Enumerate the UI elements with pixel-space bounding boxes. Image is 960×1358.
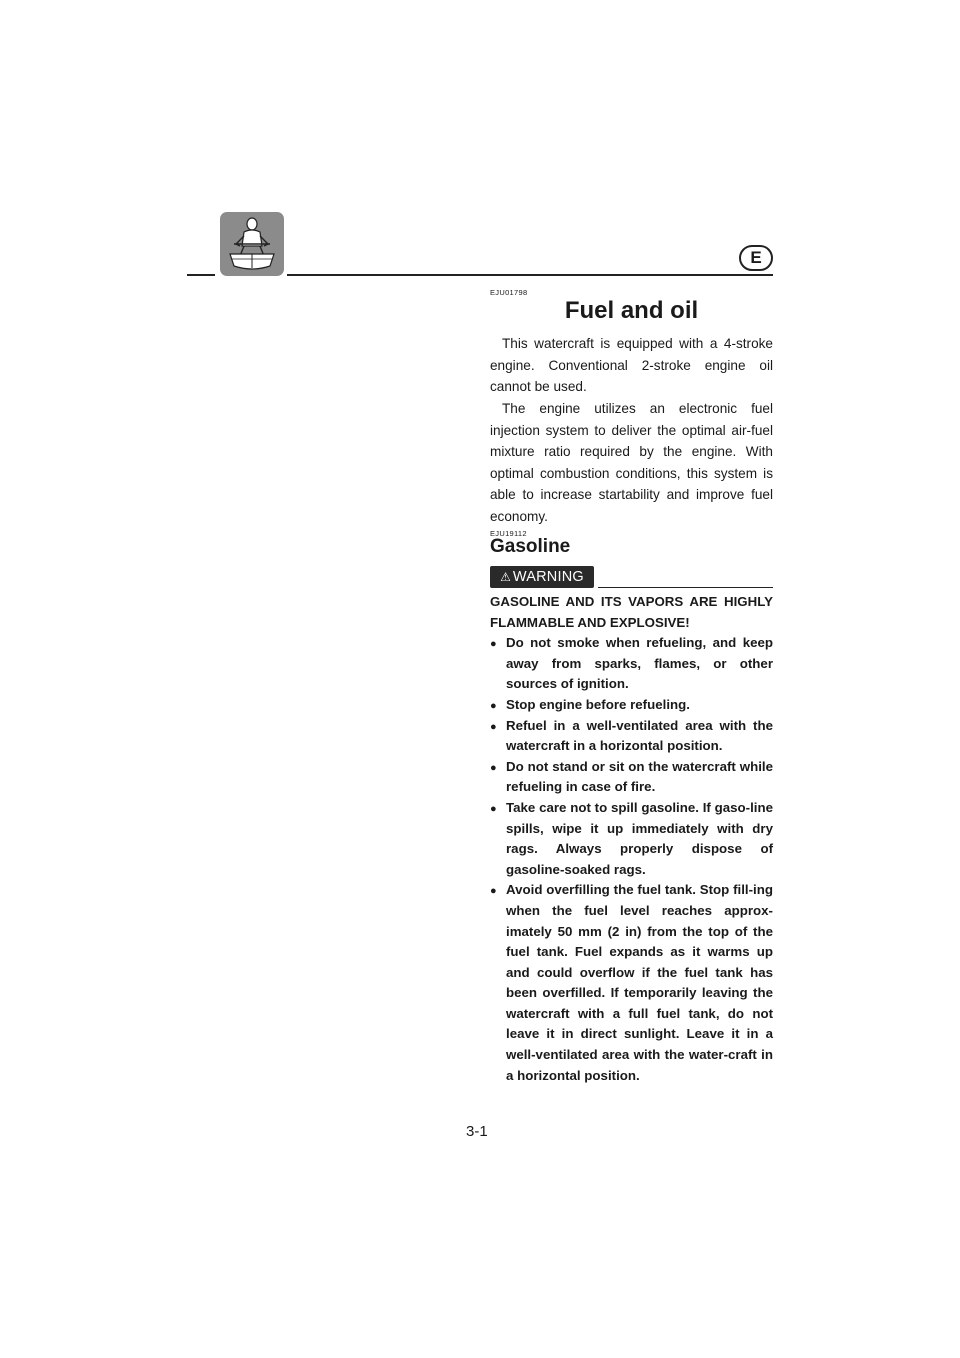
list-item-text: Do not stand or sit on the watercraft while refueling in case of fire. bbox=[506, 758, 773, 795]
gasoline-heading: Gasoline bbox=[490, 536, 571, 557]
paragraph-text: The engine utilizes an electronic fuel injection system to deliver the optimal air-fuel mixture ratio required by the engine. With optimal combustion conditions, this system is able to increase startability and improve fuel economy. bbox=[490, 401, 773, 524]
list-item-text: Stop engine before refueling. bbox=[506, 696, 690, 712]
page-number: 3-1 bbox=[466, 1123, 488, 1140]
list-item-text: Take care not to spill gasoline. If gaso-line spills, wipe it up immediately with dry rags. Always properly dispose of gasoline-soaked rags. bbox=[506, 799, 773, 877]
warning-list bbox=[490, 633, 773, 1086]
paragraph-text: This watercraft is equipped with a 4-stroke engine. Conventional 2-stroke engine oil cannot be used. bbox=[490, 336, 773, 394]
intro-paragraph-1 bbox=[490, 333, 773, 398]
warning-triangle-icon: ⚠ bbox=[500, 570, 511, 584]
bullet-icon: ● bbox=[490, 720, 497, 733]
section-code: EJU01798 bbox=[490, 288, 528, 297]
warning-content bbox=[490, 592, 773, 1086]
list-item bbox=[490, 633, 773, 695]
language-badge: E bbox=[739, 245, 773, 271]
header-rule-right bbox=[287, 274, 773, 276]
warning-badge bbox=[490, 566, 594, 588]
warning-label: WARNING bbox=[512, 569, 584, 585]
header-rule-left bbox=[187, 274, 215, 276]
gasoline-code: EJU19112 bbox=[490, 529, 527, 538]
warning-intro: GASOLINE AND ITS VAPORS ARE HIGHLY FLAMMABLE AND EXPLOSIVE! bbox=[490, 594, 773, 630]
bullet-icon: ● bbox=[490, 885, 497, 898]
watercraft-rider-icon bbox=[220, 212, 284, 276]
bullet-icon: ● bbox=[490, 802, 497, 815]
bullet-icon: ● bbox=[490, 638, 497, 651]
list-item bbox=[490, 798, 773, 880]
list-item-text: Refuel in a well-ventilated area with the watercraft in a horizontal position. bbox=[506, 717, 773, 754]
intro-paragraph-2 bbox=[490, 398, 773, 527]
bullet-icon: ● bbox=[490, 699, 497, 712]
page-title: Fuel and oil bbox=[564, 297, 699, 324]
list-item bbox=[490, 880, 773, 1086]
list-item-text: Avoid overfilling the fuel tank. Stop fill-ing when the fuel level reaches approx-imately 50 mm (2 in) from the top of the fuel tank. Fuel expands as it warms up and could overflow if the fuel tank has been overfilled. If temporarily leaving the watercraft with a full fuel tank, do not leave it in direct sunlight. Leave it in a well-ventilated area with the water-craft in a horizontal position. bbox=[506, 882, 773, 1083]
list-item-text: Do not smoke when refueling, and keep away from sparks, flames, or other sources of ignition. bbox=[506, 635, 773, 692]
list-item bbox=[490, 716, 773, 757]
list-item bbox=[490, 757, 773, 798]
warning-rule bbox=[598, 587, 773, 588]
list-item bbox=[490, 695, 773, 716]
bullet-icon: ● bbox=[490, 761, 497, 774]
